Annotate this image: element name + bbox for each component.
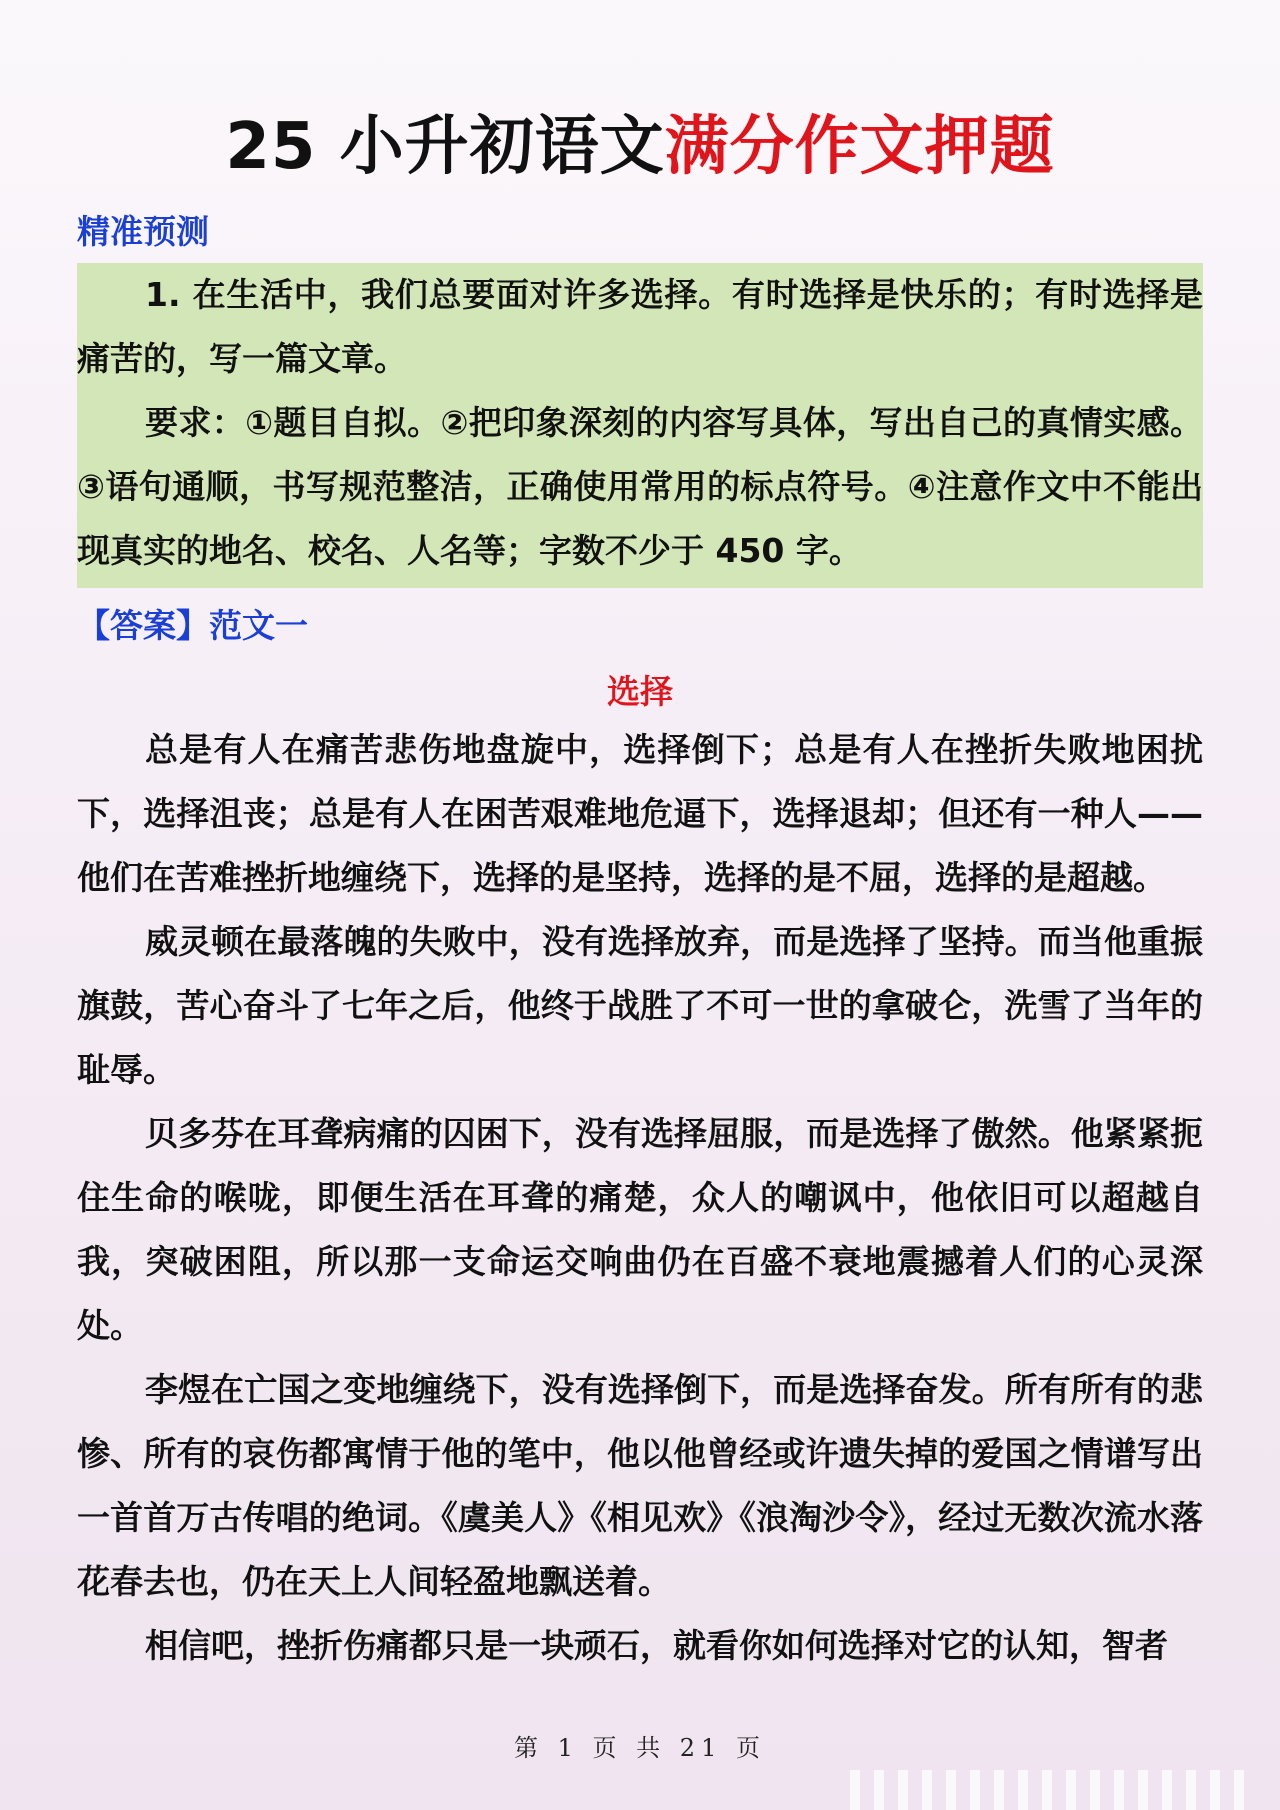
page-footer: 第 1 页 共 21 页: [514, 1734, 766, 1762]
prompt-question: 1. 在生活中，我们总要面对许多选择。有时选择是快乐的；有时选择是痛苦的，写一篇文章。: [77, 275, 1203, 378]
essay-paragraph: 贝多芬在耳聋病痛的囚困下，没有选择屈服，而是选择了傲然。他紧紧扼住生命的喉咙，即便生活在耳聋的痛楚，众人的嘲讽中，他依旧可以超越自我，突破困阻，所以那一支命运交响曲仍在百盛不衰地震撼着人们的心灵深处。: [77, 1114, 1203, 1345]
essay-body: [77, 718, 1203, 1678]
title-part-red: 满分作文押题: [664, 110, 1055, 184]
essay-title: 选择: [607, 672, 673, 711]
watermark-stripes: [850, 1770, 1250, 1810]
essay-paragraph: 威灵顿在最落魄的失败中，没有选择放弃，而是选择了坚持。而当他重振旗鼓，苦心奋斗了七年之后，他终于战胜了不可一世的拿破仑，洗雪了当年的耻辱。: [77, 922, 1203, 1089]
title-part-black: 25 小升初语文: [225, 110, 665, 184]
prompt-requirements: 要求：①题目自拟。②把印象深刻的内容写具体，写出自己的真情实感。③语句通顺，书写规范整洁，正确使用常用的标点符号。④注意作文中不能出现真实的地名、校名、人名等；字数不少于 450 字。: [77, 403, 1203, 570]
essay-paragraph: 李煜在亡国之变地缠绕下，没有选择倒下，而是选择奋发。所有所有的悲惨、所有的哀伤都寓情于他的笔中，他以他曾经或许遗失掉的爱国之情谱写出一首首万古传唱的绝词。《虞美人》《相见欢》《浪淘沙令》，经过无数次流水落花春去也，仍在天上人间轻盈地飘送着。: [77, 1370, 1203, 1601]
prompt-box: [77, 263, 1203, 588]
page-title: [0, 95, 1280, 187]
essay-paragraph: 总是有人在痛苦悲伤地盘旋中，选择倒下；总是有人在挫折失败地困扰下，选择沮丧；总是有人在困苦艰难地危逼下，选择退却；但还有一种人——他们在苦难挫折地缠绕下，选择的是坚持，选择的是不屈，选择的是超越。: [77, 730, 1203, 897]
answer-label: 【答案】范文一: [77, 606, 308, 645]
section-label: 精准预测: [77, 212, 209, 251]
essay-paragraph: 相信吧，挫折伤痛都只是一块顽石，就看你如何选择对它的认知，智者: [145, 1626, 1168, 1665]
